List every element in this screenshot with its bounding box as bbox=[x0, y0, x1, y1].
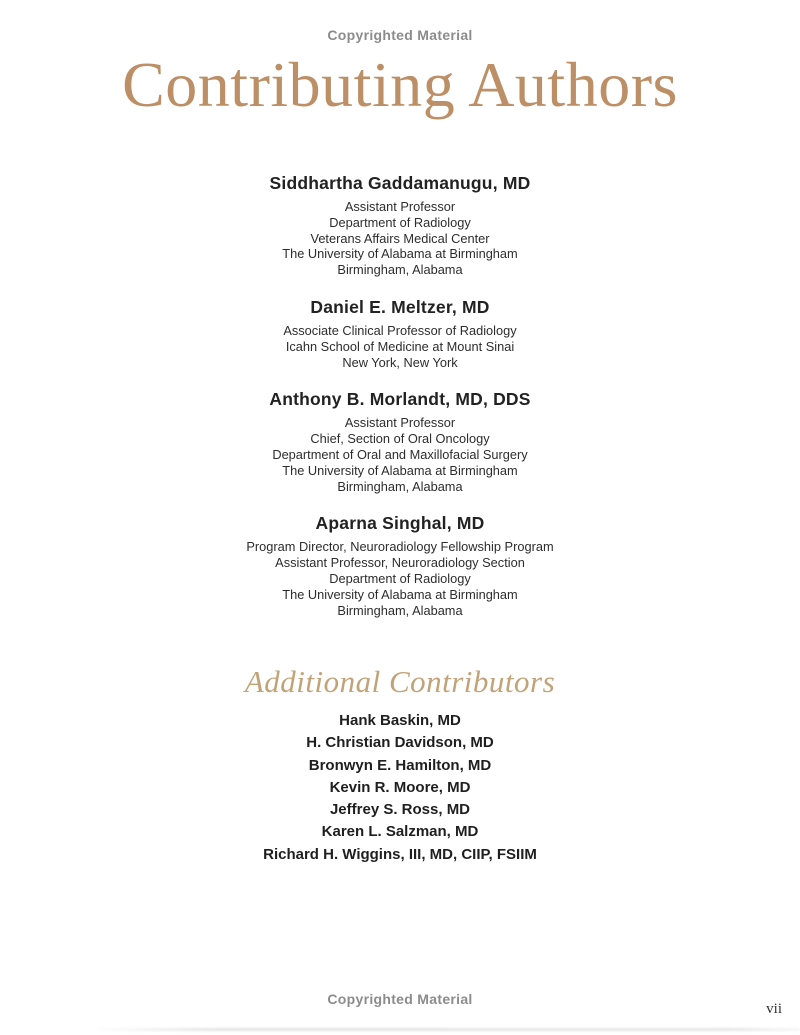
author-credential: The University of Alabama at Birmingham bbox=[282, 586, 518, 602]
author-name: Aparna Singhal, MD bbox=[315, 513, 485, 534]
author-credential: Department of Radiology bbox=[329, 214, 471, 230]
page-edge-shadow bbox=[90, 1028, 800, 1031]
additional-contributors-heading: Additional Contributors bbox=[244, 664, 556, 700]
author-credential: Associate Clinical Professor of Radiology bbox=[283, 322, 517, 338]
author-credential: Birmingham, Alabama bbox=[337, 262, 463, 278]
author-credential: Assistant Professor bbox=[344, 415, 456, 431]
page-number: vii bbox=[766, 1001, 782, 1017]
author-credential: Department of Oral and Maxillofacial Surgery bbox=[272, 446, 528, 462]
author-name: Anthony B. Morlandt, MD, DDS bbox=[269, 389, 531, 410]
contributor-name: Jeffrey S. Ross, MD bbox=[329, 801, 471, 819]
author-credential: Birmingham, Alabama bbox=[337, 602, 463, 618]
author-list bbox=[0, 173, 800, 618]
author-name: Siddhartha Gaddamanugu, MD bbox=[269, 173, 531, 193]
contributor-name: Hank Baskin, MD bbox=[339, 711, 461, 729]
author-block bbox=[0, 173, 800, 278]
author-credential: The University of Alabama at Birmingham bbox=[282, 246, 518, 262]
author-credential: New York, New York bbox=[342, 354, 458, 370]
author-credential: Department of Radiology bbox=[329, 570, 471, 586]
contributor-name: Bronwyn E. Hamilton, MD bbox=[308, 756, 492, 774]
top-copyright-notice: Copyrighted Material bbox=[327, 27, 473, 43]
contributor-name: Kevin R. Moore, MD bbox=[329, 778, 471, 796]
author-block bbox=[0, 513, 800, 618]
contributor-name: H. Christian Davidson, MD bbox=[306, 734, 494, 752]
author-block bbox=[0, 297, 800, 370]
page-title: Contributing Authors bbox=[122, 49, 678, 120]
author-credential: Icahn School of Medicine at Mount Sinai bbox=[285, 338, 515, 354]
author-name: Daniel E. Meltzer, MD bbox=[310, 296, 490, 317]
bottom-copyright-notice: Copyrighted Material bbox=[327, 991, 473, 1007]
author-credential: Assistant Professor bbox=[344, 199, 456, 214]
author-credential: The University of Alabama at Birmingham bbox=[282, 462, 518, 478]
contributor-name: Richard H. Wiggins, III, MD, CIIP, FSIIM bbox=[263, 845, 537, 863]
author-block bbox=[0, 389, 800, 494]
author-credential: Birmingham, Alabama bbox=[337, 478, 463, 494]
author-credential: Chief, Section of Oral Oncology bbox=[310, 431, 490, 447]
author-credential: Veterans Affairs Medical Center bbox=[310, 230, 490, 246]
author-credential: Assistant Professor, Neuroradiology Section bbox=[275, 555, 525, 571]
author-credential: Program Director, Neuroradiology Fellowship Program bbox=[246, 539, 554, 555]
contributor-name: Karen L. Salzman, MD bbox=[321, 823, 479, 841]
additional-contributors-list bbox=[0, 710, 800, 866]
